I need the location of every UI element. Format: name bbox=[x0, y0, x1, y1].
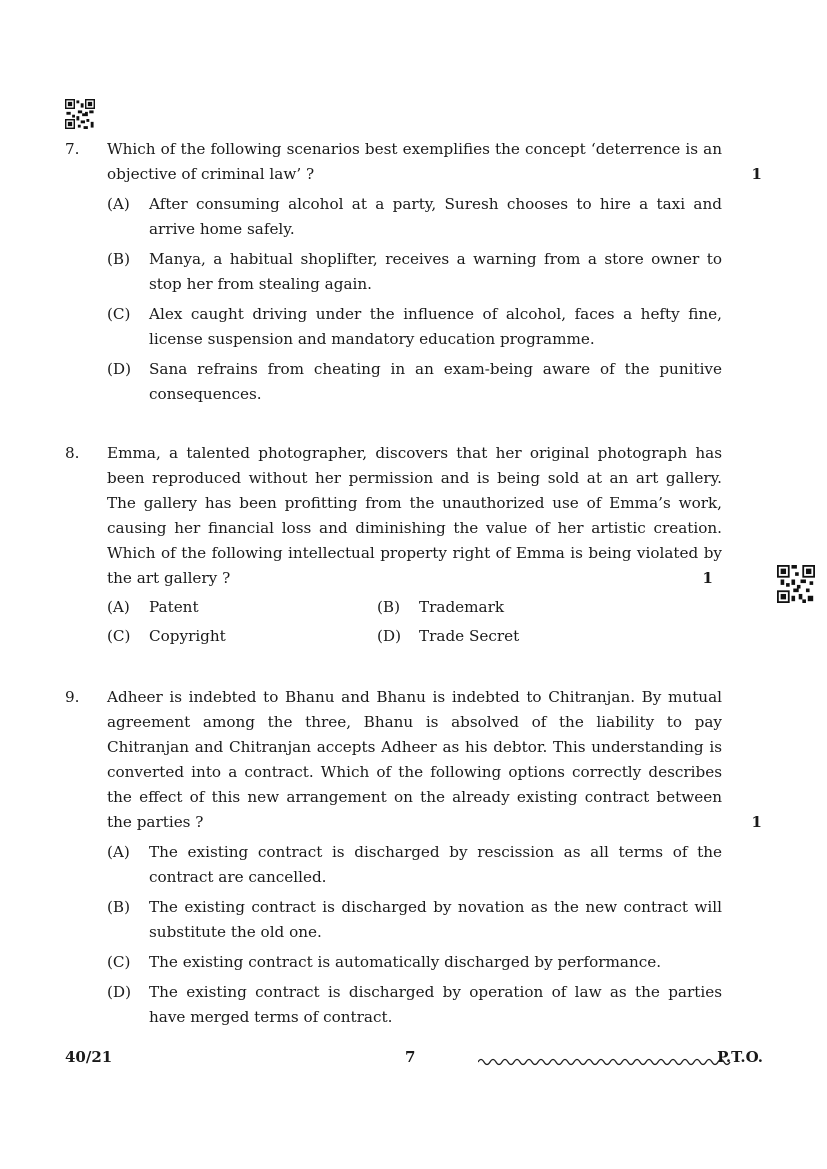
option-text: After consuming alcohol at a party, Suresh chooses to hire a taxi and arrive home safely. bbox=[149, 195, 722, 238]
option-text: The existing contract is discharged by operation of law as the parties have merged terms of contract. bbox=[149, 983, 722, 1026]
option-letter: (D) bbox=[377, 627, 402, 645]
question-number: 8. bbox=[65, 444, 80, 462]
option-b bbox=[107, 895, 722, 945]
question-number: 9. bbox=[65, 688, 80, 706]
question-text: Adheer is indebted to Bhanu and Bhanu is indebted to Chitranjan. By mutual agreement among the three, Bhanu is absolved of the liability to pay Chitranjan and Chitranjan accepts Adheer as his debtor. This understanding is converted into a contract. Which of the following options correctly describes the effect of this new arrangement on the already existing contract between the parties ? bbox=[107, 688, 722, 831]
option-text: Copyright bbox=[149, 627, 226, 645]
option-c bbox=[107, 624, 377, 649]
option-text: The existing contract is automatically discharged by performance. bbox=[149, 953, 662, 971]
question-text: Which of the following scenarios best exemplifies the concept ‘deterrence is an objective of criminal law’ ? bbox=[107, 140, 722, 183]
option-c bbox=[107, 950, 722, 975]
option-letter: (C) bbox=[107, 953, 131, 971]
option-letter: (B) bbox=[107, 250, 131, 268]
option-text: Sana refrains from cheating in an exam-being aware of the punitive consequences. bbox=[149, 360, 722, 403]
option-letter: (C) bbox=[107, 305, 131, 323]
option-letter: (D) bbox=[107, 983, 132, 1001]
option-text: Alex caught driving under the influence of alcohol, faces a hefty fine, license suspension and mandatory education programme. bbox=[149, 305, 722, 348]
option-letter: (D) bbox=[107, 360, 132, 378]
option-text: The existing contract is discharged by rescission as all terms of the contract are cancelled. bbox=[149, 843, 722, 886]
option-d bbox=[107, 357, 722, 407]
page-footer bbox=[65, 1048, 765, 1072]
question-marks: 1 bbox=[751, 813, 762, 831]
question-marks: 1 bbox=[702, 569, 713, 587]
option-a bbox=[107, 840, 722, 890]
question-text: Emma, a talented photographer, discovers that her original photograph has been reproduced without her permission and is being sold at an art gallery. The gallery has been profitting from the unauthorized use of Emma’s work, causing her financial loss and diminishing the value of her artistic creation. Which of the following intellectual property right of Emma is being violated by the art gallery ? bbox=[107, 444, 722, 587]
option-text: The existing contract is discharged by novation as the new contract will substitute the old one. bbox=[149, 898, 722, 941]
question-9 bbox=[65, 685, 765, 1030]
pto-label: P.T.O. bbox=[717, 1048, 763, 1066]
option-letter: (A) bbox=[107, 195, 130, 213]
option-d bbox=[377, 624, 722, 649]
qr-code-icon bbox=[777, 565, 815, 603]
paper-code: 40/21 bbox=[65, 1048, 113, 1066]
option-text: Trademark bbox=[419, 598, 505, 616]
option-text: Patent bbox=[149, 598, 199, 616]
question-marks: 1 bbox=[751, 165, 762, 183]
wavy-line-icon bbox=[478, 1053, 732, 1071]
question-8 bbox=[65, 441, 765, 649]
page-number: 7 bbox=[405, 1048, 416, 1066]
option-list bbox=[107, 192, 722, 407]
option-b bbox=[377, 595, 722, 620]
option-b bbox=[107, 247, 722, 297]
option-letter: (A) bbox=[107, 598, 130, 616]
option-a bbox=[107, 595, 377, 620]
option-letter: (B) bbox=[107, 898, 131, 916]
question-number: 7. bbox=[65, 140, 80, 158]
option-text: Manya, a habitual shoplifter, receives a warning from a store owner to stop her from stealing again. bbox=[149, 250, 722, 293]
qr-code-icon bbox=[65, 99, 95, 129]
option-a bbox=[107, 192, 722, 242]
option-letter: (B) bbox=[377, 598, 401, 616]
option-list bbox=[107, 840, 722, 1030]
option-c bbox=[107, 302, 722, 352]
option-list bbox=[107, 595, 765, 649]
option-text: Trade Secret bbox=[419, 627, 520, 645]
option-letter: (C) bbox=[107, 627, 131, 645]
option-letter: (A) bbox=[107, 843, 130, 861]
option-d bbox=[107, 980, 722, 1030]
question-7 bbox=[65, 137, 765, 407]
